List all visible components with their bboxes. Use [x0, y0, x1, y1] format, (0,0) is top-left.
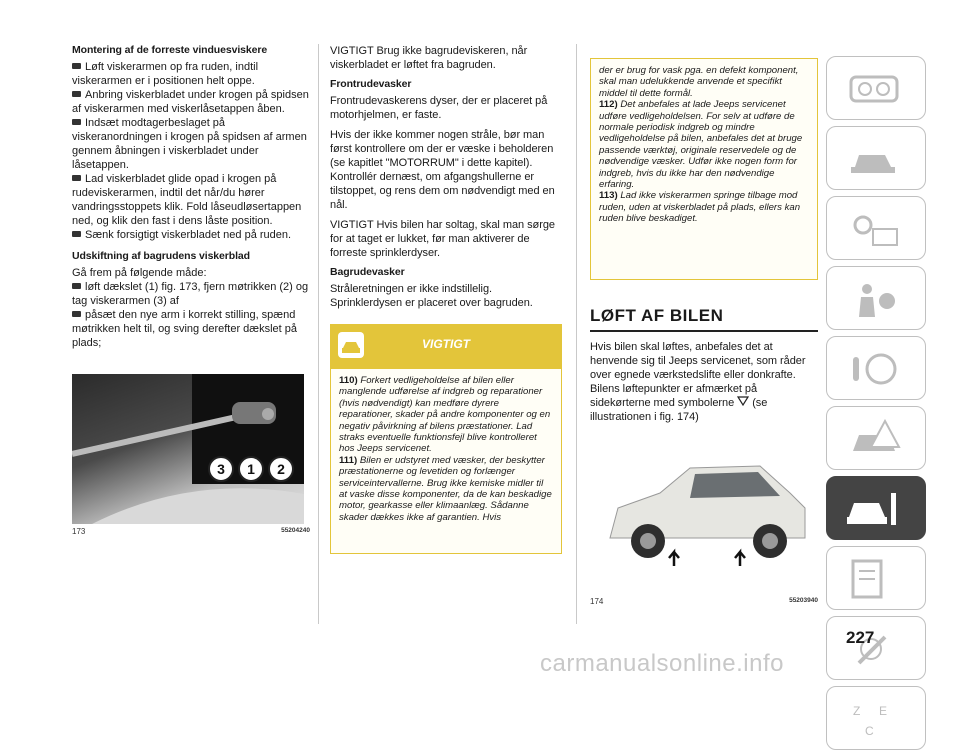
airbag-icon [845, 277, 905, 321]
step-icon [72, 91, 81, 97]
step-item: påsæt den nye arm i korrekt stilling, spænd møtrikken helt til, og sving derefter dækslet på plads; [72, 309, 297, 349]
section-title: LØFT AF BILEN [590, 306, 818, 332]
step-icon [72, 63, 81, 69]
warning-car-icon [338, 332, 364, 358]
tab-dashboard[interactable] [826, 56, 926, 120]
index-icon [845, 697, 905, 741]
svg-text:C: C [865, 724, 874, 738]
step-icon [72, 119, 81, 125]
column-right [590, 58, 818, 606]
specs-icon [845, 557, 905, 601]
column-divider [576, 44, 577, 624]
warning-box-continued [590, 58, 818, 280]
figure-174 [590, 438, 818, 594]
safety-icon [845, 137, 905, 181]
tab-lights[interactable] [826, 196, 926, 260]
paragraph: Frontrudevaskerens dyser, der er placeret på motorhjelmen, er faste. [330, 95, 548, 121]
svg-text:E: E [879, 704, 888, 718]
heading-rear-wiper: Udskiftning af bagrudens viskerblad [72, 250, 250, 262]
column-middle [330, 44, 562, 554]
step-icon [72, 283, 81, 289]
figure-number: 174 [590, 597, 604, 606]
heading-bagrudevasker: Bagrudevasker [330, 266, 405, 278]
paragraph: VIGTIGT Hvis bilen har soltag, skal man sørge for at taget er lukket, før man aktiverer de forreste sprinklerdyser. [330, 219, 555, 259]
lights-icon [845, 207, 905, 251]
warning-header [330, 324, 562, 368]
figure-code: 55204240 [281, 527, 310, 534]
note: 112) Det anbefales at lade Jeeps servicenet udføre vedligeholdelsen. For selv at udføre de normale periodisk indgreb og mindre vedligeholdelse på bilen, anbefales det at bruge passende værktøj, originale reservedele og de nødvendige væsker. Udfør ikke nogen form for indgreb, hvis du ikke har den nødvendige erfaring. [599, 99, 803, 191]
heading-front-wiper: Montering af de forreste vinduesviskere [72, 44, 268, 56]
step-item: Løft viskerarmen op fra ruden, indtil viskerarmen er i positionen helt oppe. [72, 61, 259, 87]
note: 110) Forkert vedligeholdelse af bilen eller manglende udførelse af indgreb og reparationer (hvis nødvendigt) kan medføre dyrere reparationer, skader på andre komponenter og en negativ påvirkning af bilens præstationer. Lad straks eventuelle funktionsfejl blive kontrolleret hos Jeeps servicenet. [339, 375, 551, 455]
warning-icon [845, 417, 905, 461]
svg-text:Z: Z [853, 704, 861, 718]
column-divider [318, 44, 319, 624]
steps-front-wiper [72, 60, 310, 242]
note: 111) Bilen er udstyret med væsker, der beskytter præstationerne og levetiden og forlænger serviceintervallerne. Brug ikke kemiske midler til at vaske disse komponenter, da de kan beskadige motor, gearkasse eller klimaanlæg. Sådanne skader dækkes ikke af garantien. Hvis [339, 454, 552, 523]
tab-index[interactable] [826, 686, 926, 750]
callout-3: 3 [208, 456, 234, 482]
step-item: Indsæt modtagerbeslaget på viskeranordningen i krogen på spidsen af armen gennem åbningen i viskerbladet under låsetappen. [72, 117, 307, 171]
heading-frontrudevasker: Frontrudevasker [330, 78, 412, 90]
step-item: Anbring viskerbladet under krogen på spidsen af viskerarmen med viskerlåsetappen åben. [72, 89, 309, 115]
intro-rear-wiper: Gå frem på følgende måde: [72, 267, 207, 279]
figure-173 [72, 374, 304, 524]
figure-number: 173 [72, 527, 86, 536]
paragraph: Stråleretningen er ikke indstillelig. Sprinklerdysen er placeret over bagruden. [330, 283, 533, 309]
maintenance-icon [845, 487, 905, 531]
warning-box [330, 368, 562, 554]
wiper-photo [72, 374, 304, 524]
paragraph: Bilens løftepunkter er afmærket på sidekørterne med symbolerne (se illustrationen i fig. 174) [590, 383, 768, 423]
figure-caption-173 [72, 527, 310, 536]
note: 113) Lad ikke viskerarmen springe tilbage mod ruden, uden at viskerbladet på plads, ellers kan ruden blive beskadiget. [599, 190, 801, 225]
warning-label: VIGTIGT [422, 337, 470, 351]
note-continued: der er brug for vask pga. en defekt komponent, skal man udelukkende anvende et specifikt middel til dette formål. [599, 65, 799, 99]
jeep-lift-illustration [590, 438, 818, 594]
figure-caption-174 [590, 597, 818, 606]
tab-warning[interactable] [826, 406, 926, 470]
paragraph: VIGTIGT Brug ikke bagrudeviskeren, når viskerbladet er løftet fra bagruden. [330, 45, 528, 71]
tab-specs[interactable] [826, 546, 926, 610]
callout-2: 2 [268, 456, 294, 482]
watermark: carmanualsonline.info [540, 650, 784, 677]
column-left [72, 44, 310, 536]
callout-1: 1 [238, 456, 264, 482]
paragraph: Hvis der ikke kommer nogen stråle, bør man først kontrollere om der er væske i beholderen (se kapitlet "MOTORRUM" i dette kapitel). Kontrollér dernæst, om afgangshullerne er tilstoppet, og rens dem om nødvendigt med en nål. [330, 129, 555, 211]
step-icon [72, 175, 81, 181]
step-item: Sænk forsigtigt viskerbladet ned på ruden. [72, 228, 310, 242]
step-icon [72, 231, 81, 237]
dashboard-icon [845, 67, 905, 111]
figure-code: 55203940 [789, 597, 818, 604]
paragraph: Hvis bilen skal løftes, anbefales det at henvende sig til Jeeps servicenet, som råder over egnede værkstedslifte eller donkrafte. [590, 341, 806, 381]
steering-icon [845, 347, 905, 391]
tab-multimedia[interactable] [826, 616, 926, 680]
page-number: 227 [846, 628, 875, 647]
tab-airbag[interactable] [826, 266, 926, 330]
tab-steering[interactable] [826, 336, 926, 400]
tab-safety[interactable] [826, 126, 926, 190]
tab-maintenance[interactable] [826, 476, 926, 540]
chapter-tabs [826, 56, 926, 756]
lift-point-symbol-icon [737, 396, 749, 406]
step-icon [72, 311, 81, 317]
step-item: løft dækslet (1) fig. 173, fjern møtrikken (2) og tag viskerarmen (3) af [72, 281, 309, 307]
step-item: Lad viskerbladet glide opad i krogen på rudeviskerarmen, indtil det når/du hører vandringsstoppets klik. Fold låseudløsertappen ned, og klik den fast i dens låste position. [72, 173, 302, 227]
